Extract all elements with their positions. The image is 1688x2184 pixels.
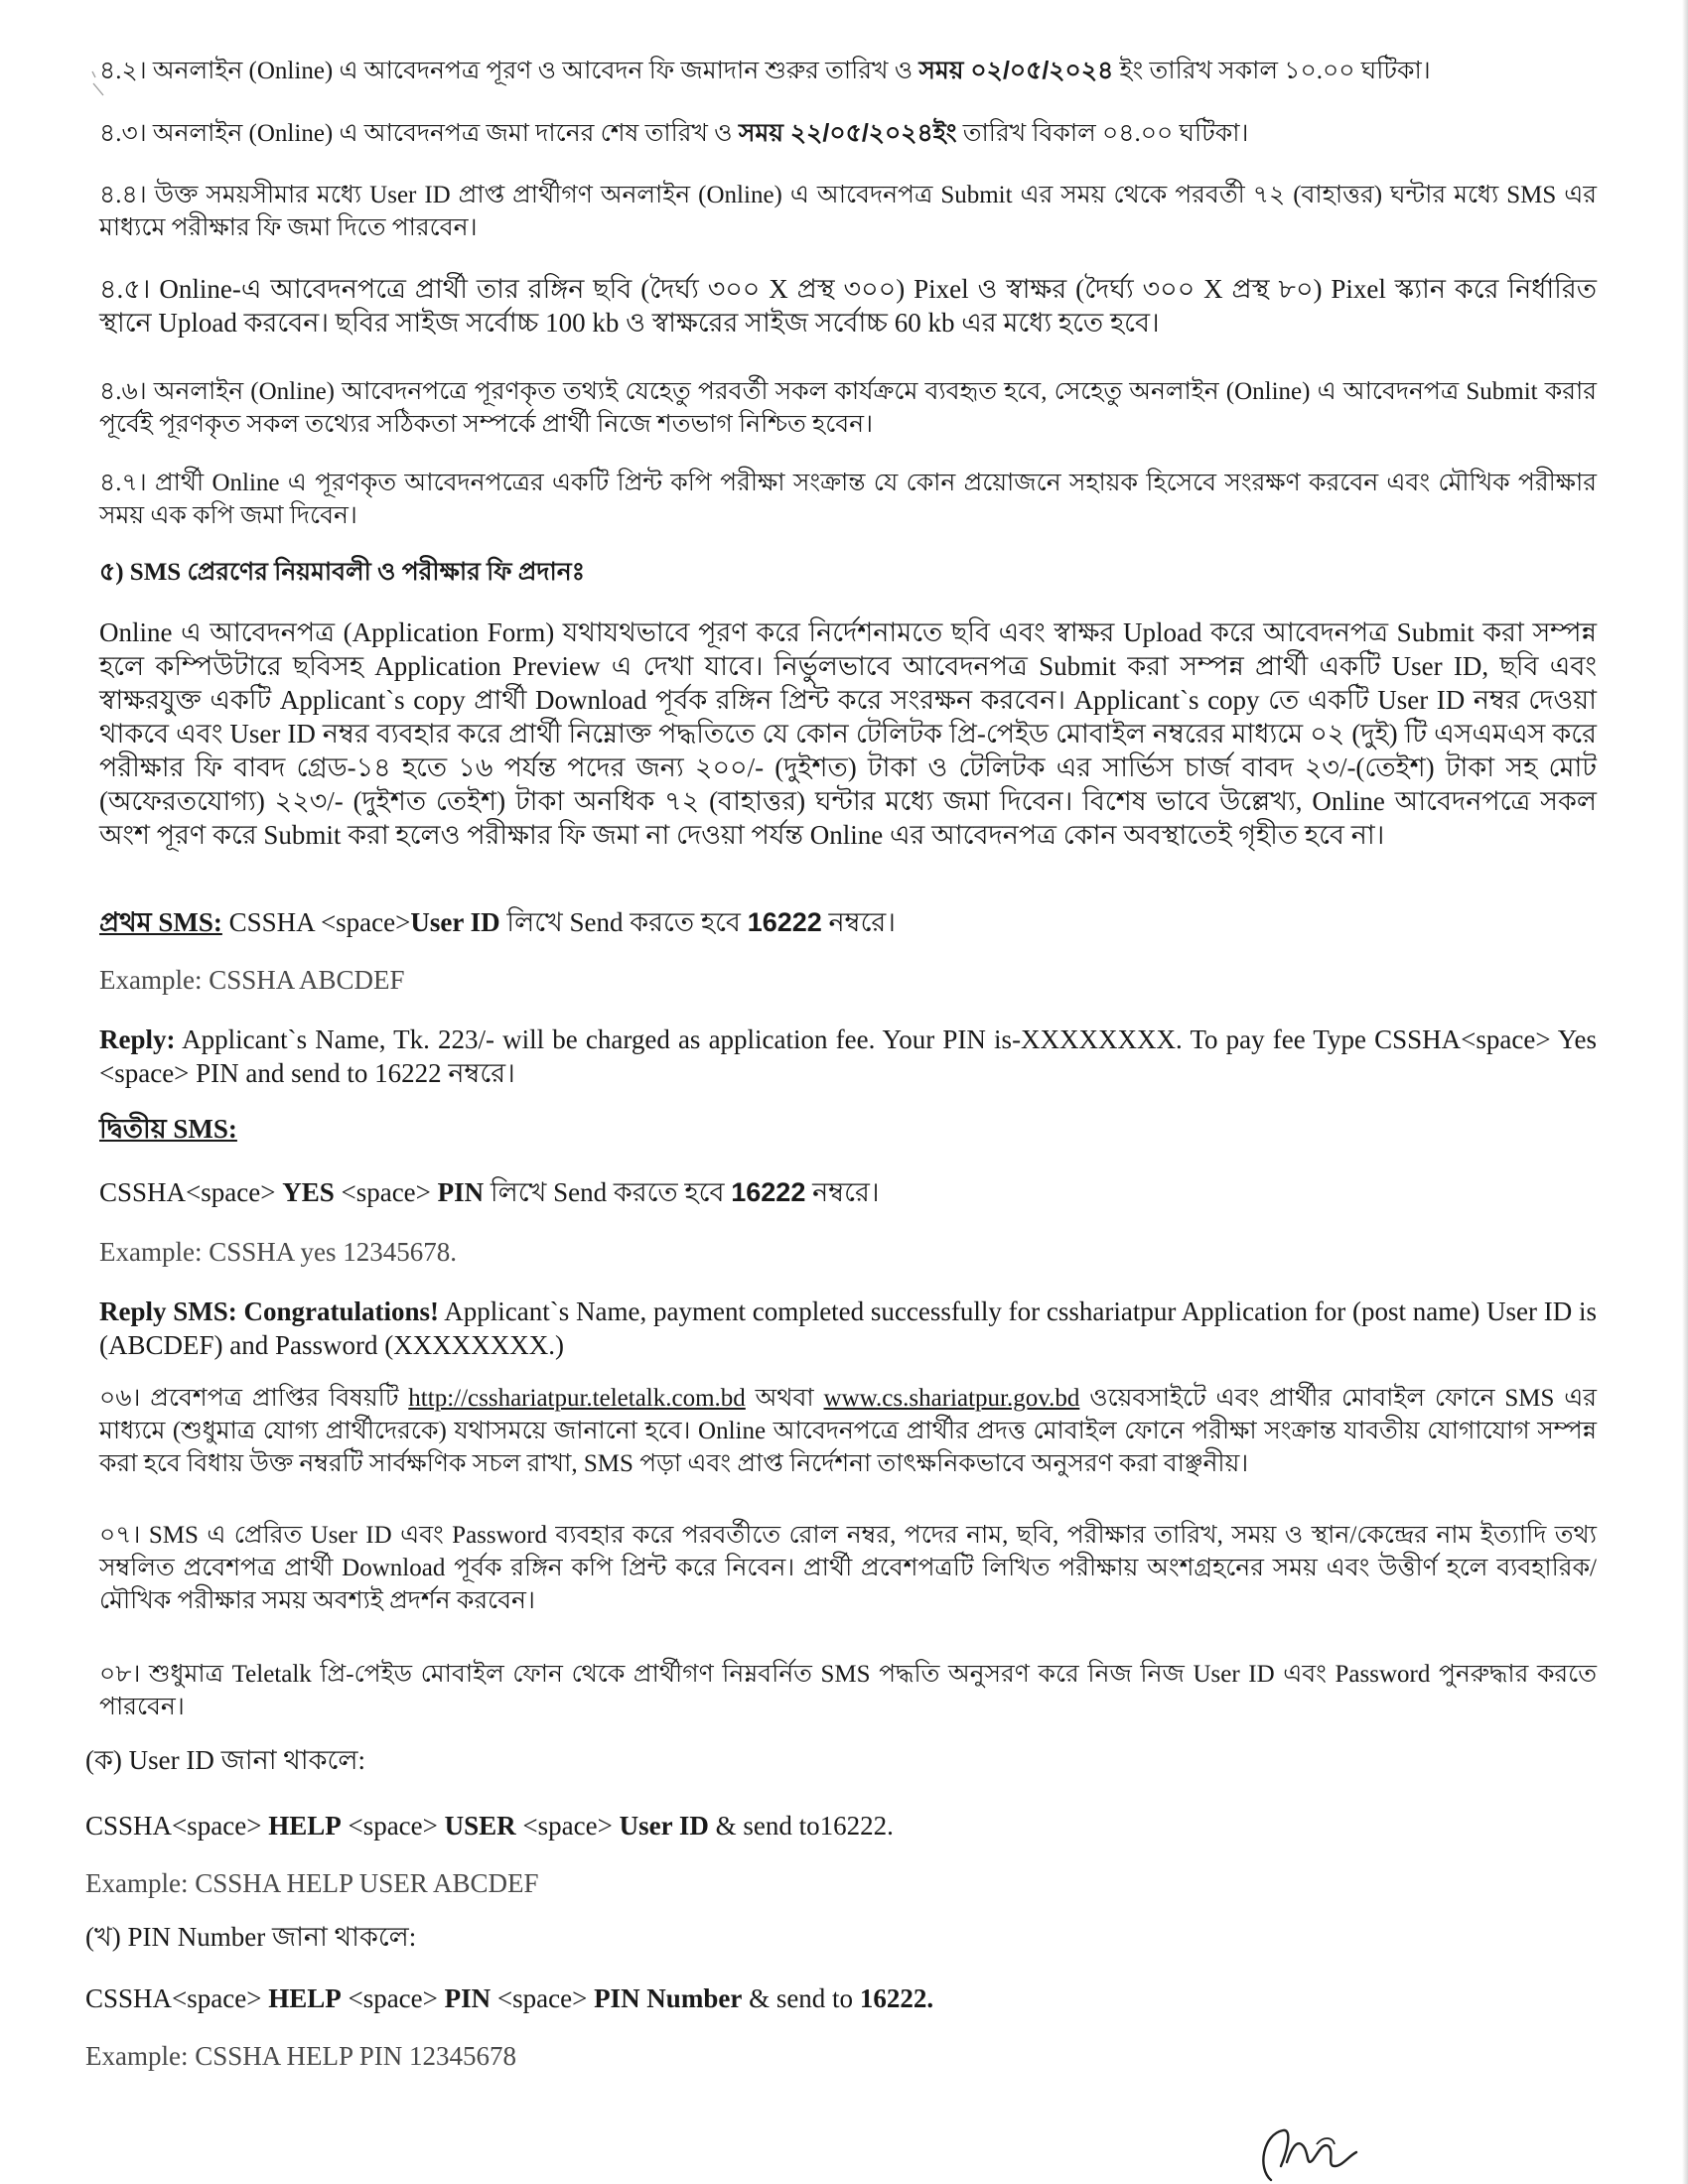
teletalk-website-link[interactable]: http://csshariatpur.teletalk.com.bd [408, 1385, 746, 1412]
clause-number: ৪.৬। [99, 378, 147, 405]
help-user-command: CSSHA<space> HELP <space> USER <space> User ID & send to16222. [85, 1811, 894, 1841]
clause-number: ৪.৫। [99, 274, 151, 304]
clause-number: ০৮। [99, 1661, 141, 1688]
clause-number: ৪.২। [99, 58, 147, 84]
second-sms-label: দ্বিতীয় SMS: [99, 1114, 237, 1144]
first-sms-example: Example: CSSHA ABCDEF [99, 965, 405, 995]
clause-number: ৪.৭। [99, 470, 147, 496]
help-pin-command: CSSHA<space> HELP <space> PIN <space> PIN Number & send to 16222. [85, 1983, 934, 2013]
clause-number: ৪.৪। [99, 182, 147, 208]
clause-number: ০৭। [99, 1522, 141, 1549]
help-user-example: Example: CSSHA HELP USER ABCDEF [85, 1868, 539, 1898]
help-pin-example: Example: CSSHA HELP PIN 12345678 [85, 2041, 517, 2071]
clause-4-3: ৪.৩। অনলাইন (Online) এ আবেদনপত্র জমা দানের শেষ তারিখ ও সময় ২২/০৫/২০২৪ইং তারিখ বিকাল ০৪.০০ ঘটিকা। [99, 119, 1249, 147]
clause-4-4: ৪.৪। উক্ত সময়সীমার মধ্যে User ID প্রাপ্ত প্রার্থীগণ অনলাইন (Online) এ আবেদনপত্র Submit এর সময় থেকে পরবর্তী ৭২ (বাহাত্তর) ঘন্টার মধ্যে SMS এর মাধ্যমে পরীক্ষার ফি জমা দিতে পারবেন। [99, 182, 1598, 241]
second-sms-reply: Reply SMS: Congratulations! Applicant`s Name, payment completed successfully for csshariatpur Application for (post name) User ID is (ABCDEF) and Password (XXXXXXXX.) [99, 1297, 1597, 1360]
clause-4-7: ৪.৭। প্রার্থী Online এ পূরণকৃত আবেদনপত্রের একটি প্রিন্ট কপি পরীক্ষা সংক্রান্ত যে কোন প্রয়োজনে সহায়ক হিসেবে সংরক্ষণ করবেন এবং মৌখিক পরীক্ষার সময় এক কপি জমা দিবেন। [99, 470, 1598, 529]
clause-08: ০৮। শুধুমাত্র Teletalk প্রি-পেইড মোবাইল ফোন থেকে প্রার্থীগণ নিম্নবর্নিত SMS পদ্ধতি অনুসরণ করে নিজ নিজ User ID এবং Password পুনরুদ্ধার করতে পারবেন। [99, 1661, 1597, 1720]
first-sms-label: প্রথম SMS: [99, 907, 222, 937]
signature-icon [1253, 2122, 1364, 2184]
clause-number: ০৬। [99, 1385, 141, 1412]
help-pin-label: (খ) PIN Number জানা থাকলে: [85, 1922, 417, 1952]
clause-4-6: ৪.৬। অনলাইন (Online) আবেদনপত্রে পূরণকৃত তথ্যই যেহেতু পরবর্তী সকল কার্যক্রমে ব্যবহৃত হবে, সেহেতু অনলাইন (Online) এ আবেদনপত্র Submit করার পূর্বেই পূরণকৃত সকল তথ্যের সঠিকতা সম্পর্কে প্রার্থী নিজে শতভাগ নিশ্চিত হবেন। [99, 378, 1597, 438]
clause-06: ০৬। প্রবেশপত্র প্রাপ্তির বিষয়টি http://csshariatpur.teletalk.com.bd অথবা www.cs.shariatpur.gov.bd ওয়েবসাইটে এবং প্রার্থীর মোবাইল ফোনে SMS এর মাধ্যমে (শুধুমাত্র যোগ্য প্রার্থীদেরকে) যথাসময়ে জানানো হবে। Online আবেদনপত্রে প্রার্থীর প্রদত্ত মোবাইল ফোনে পরীক্ষা সংক্রান্ত যাবতীয় যোগাযোগ সম্পন্ন করা হবে বিধায় উক্ত নম্বরটি সার্বক্ষণিক সচল রাখা, SMS পড়া এবং প্রাপ্ত নির্দেশনা তাৎক্ষনিকভাবে অনুসরণ করা বাঞ্ছনীয়। [99, 1385, 1597, 1477]
clause-4-2: ৪.২। অনলাইন (Online) এ আবেদনপত্র পূরণ ও আবেদন ফি জমাদান শুরুর তারিখ ও সময় ০২/০৫/২০২৪ ইং তারিখ সকাল ১০.০০ ঘটিকা। [99, 57, 1431, 84]
clause-07: ০৭। SMS এ প্রেরিত User ID এবং Password ব্যবহার করে পরবর্তীতে রোল নম্বর, পদের নাম, ছবি, পরীক্ষার তারিখ, সময় ও স্থান/কেন্দ্রের নাম ইত্যাদি তথ্য সম্বলিত প্রবেশপত্র প্রার্থী Download পূর্বক রঙ্গিন কপি প্রিন্ট করে নিবেন। প্রার্থী প্রবেশপত্রটি লিখিত পরীক্ষায় অংশগ্রহনের সময় এবং উত্তীর্ণ হলে ব্যবহারিক/মৌখিক পরীক্ষার সময় অবশ্যই প্রদর্শন করবেন। [99, 1522, 1597, 1614]
section-5-paragraph: Online এ আবেদনপত্র (Application Form) যথাযথভাবে পূরণ করে নির্দেশনামতে ছবি এবং স্বাক্ষর Upload করে আবেদনপত্র Submit করা সম্পন্ন হলে কম্পিউটারে ছবিসহ Application Preview এ দেখা যাবে। নির্ভুলভাবে আবেদনপত্র Submit করা সম্পন্ন প্রার্থী একটি User ID, ছবি এবং স্বাক্ষরযুক্ত একটি Applicant`s copy প্রার্থী Download পূর্বক রঙ্গিন প্রিন্ট করে সংরক্ষন করবেন। Applicant`s copy তে একটি User ID নম্বর দেওয়া থাকবে এবং User ID নম্বর ব্যবহার করে প্রার্থী নিম্নোক্ত পদ্ধতিতে যে কোন টেলিটক প্রি-পেইড মোবাইল নম্বরের মাধ্যমে ০২ (দুই) টি এসএমএস করে পরীক্ষার ফি বাবদ গ্রেড-১৪ হতে ১৬ পর্যন্ত পদের জন্য ২০০/- (দুইশত) টাকা ও টেলিটক এর সার্ভিস চার্জ বাবদ ২৩/-(তেইশ) টাকা সহ মোট (অফেরতযোগ্য) ২২৩/- (দুইশত তেইশ) টাকা অনধিক ৭২ (বাহাত্তর) ঘন্টার মধ্যে জমা দিবেন। বিশেষ ভাবে উল্লেখ্য, Online আবেদনপত্রে সকল অংশ পূরণ করে Submit করা হলেও পরীক্ষার ফি জমা না দেওয়া পর্যন্ত Online এর আবেদনপত্র কোন অবস্থাতেই গৃহীত হবে না। [99, 617, 1597, 850]
second-sms-instruction: CSSHA<space> YES <space> PIN লিখে Send করতে হবে 16222 নম্বরে। [99, 1177, 880, 1207]
help-user-label: (ক) User ID জানা থাকলে: [85, 1745, 365, 1775]
scan-edge-shadow [1682, 0, 1688, 2184]
first-sms-instruction: প্রথম SMS: CSSHA <space>User ID লিখে Send করতে হবে 16222 নম্বরে। [99, 907, 896, 937]
second-sms-example: Example: CSSHA yes 12345678. [99, 1237, 458, 1267]
clause-number: ৪.৩। [99, 120, 147, 147]
clause-4-5: ৪.৫। Online-এ আবেদনপত্রে প্রার্থী তার রঙ্গিন ছবি (দৈর্ঘ্য ৩০০ X প্রস্থ ৩০০) Pixel ও স্বাক্ষর (দৈর্ঘ্য ৩০০ X প্রস্থ ৮০) Pixel স্ক্যান করে নির্ধারিত স্থানে Upload করবেন। ছবির সাইজ সর্বোচ্চ 100 kb ও স্বাক্ষরের সাইজ সর্বোচ্চ 60 kb এর মধ্যে হতে হবে। [99, 274, 1598, 338]
section-5-heading: ৫) SMS প্রেরণের নিয়মাবলী ও পরীক্ষার ফি প্রদানঃ [99, 559, 586, 586]
first-sms-reply: Reply: Applicant`s Name, Tk. 223/- will be charged as application fee. Your PIN is-XXXXXXXX. To pay fee Type CSSHA<space> Yes <space> PIN and send to 16222 নম্বরে। [99, 1024, 1597, 1088]
dc-website-link[interactable]: www.cs.shariatpur.gov.bd [823, 1385, 1080, 1412]
